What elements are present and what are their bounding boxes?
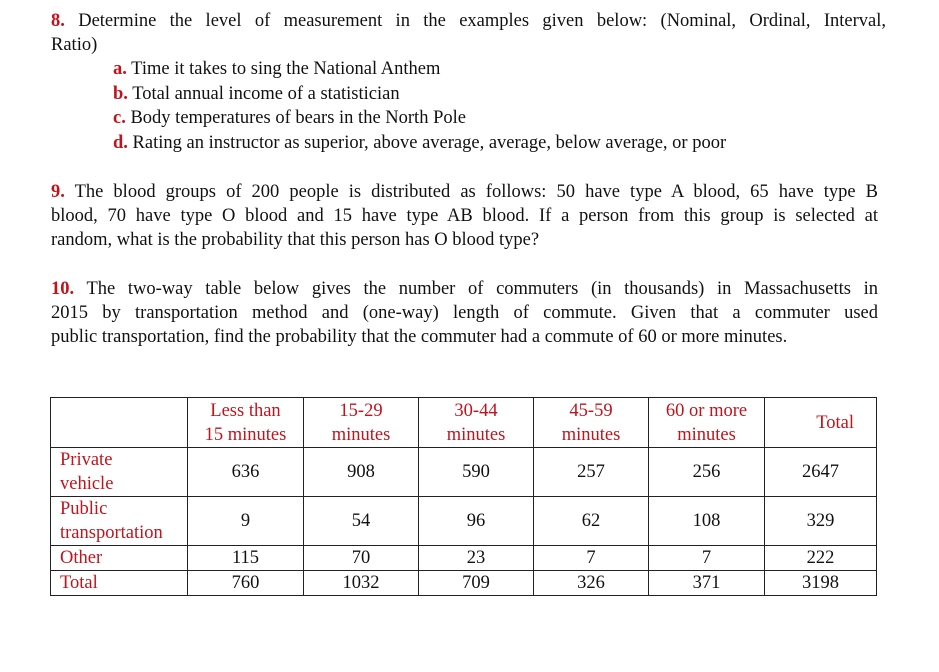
- question-8-line-1: [51, 9, 886, 33]
- table-cell: 9: [188, 497, 304, 546]
- table-cell: 54: [304, 497, 419, 546]
- question-9: [51, 180, 878, 252]
- header-cell: [304, 398, 419, 448]
- header-line-2: minutes: [446, 424, 506, 445]
- question-8-number: 8.: [51, 11, 65, 31]
- question-8-items: [113, 57, 883, 155]
- question-8-line-2: Ratio): [51, 35, 98, 55]
- header-line-2: 15 minutes: [204, 424, 287, 445]
- table-cell: 371: [649, 571, 765, 596]
- row-label-line-2: transportation: [60, 523, 163, 543]
- item-text: Total annual income of a statistician: [132, 83, 400, 104]
- item-letter: a.: [113, 59, 127, 79]
- item-text: Body temperatures of bears in the North Pole: [130, 108, 466, 128]
- question-8: [51, 9, 886, 57]
- question-8-item-a: [113, 57, 883, 82]
- table-cell: 636: [188, 448, 304, 497]
- table-cell: 70: [304, 546, 419, 571]
- table-cell-total: 2647: [765, 448, 877, 497]
- table-cell-total: 222: [765, 546, 877, 571]
- question-10-text: The two-way table below gives the number of commuters (in thousands) in Massachusetts in: [86, 279, 878, 299]
- header-cell: [188, 398, 304, 448]
- question-8-item-b: [113, 82, 883, 107]
- table-cell: 590: [419, 448, 534, 497]
- table-cell: 7: [649, 546, 765, 571]
- question-8-text: Determine the level of measurement in the examples given below: (Nominal, Ordinal, Interval,: [78, 11, 887, 31]
- table-cell: 7: [534, 546, 649, 571]
- header-line-2: Total: [816, 412, 854, 433]
- item-letter: d.: [113, 132, 128, 153]
- table-cell: 326: [534, 571, 649, 596]
- table-row: [51, 448, 877, 497]
- table-cell: 257: [534, 448, 649, 497]
- question-10-line-2: 2015 by transportation method and (one-way) length of commute. Given that a commuter used: [51, 303, 878, 323]
- table-cell: 1032: [304, 571, 419, 596]
- header-line-2: minutes: [677, 424, 736, 445]
- row-label: Other: [51, 546, 188, 571]
- question-10-line-1: [51, 277, 878, 301]
- header-line-2: minutes: [331, 424, 391, 445]
- table-cell: 256: [649, 448, 765, 497]
- table-row-total: [51, 571, 877, 596]
- header-cell: [419, 398, 534, 448]
- row-label-line-2: vehicle: [60, 474, 114, 494]
- question-9-text: The blood groups of 200 people is distributed as follows: 50 have type A blood, 65 have type B: [74, 182, 878, 202]
- table-row: [51, 546, 877, 571]
- table-cell: 709: [419, 571, 534, 596]
- table-header-row: [51, 398, 877, 448]
- item-text: Time it takes to sing the National Anthem: [131, 59, 441, 79]
- row-label-line-1: Private: [60, 450, 113, 470]
- question-8-item-c: [113, 106, 883, 131]
- table-cell: 23: [419, 546, 534, 571]
- header-cell-total: [765, 398, 877, 448]
- question-9-line-2: blood, 70 have type O blood and 15 have type AB blood. If a person from this group is selected at: [51, 206, 878, 226]
- question-9-line-1: [51, 180, 878, 204]
- header-line-1: 15-29: [339, 400, 383, 421]
- table-cell: 108: [649, 497, 765, 546]
- table-cell: 908: [304, 448, 419, 497]
- item-letter: b.: [113, 83, 128, 104]
- table-cell: 760: [188, 571, 304, 596]
- question-10-number: 10.: [51, 279, 75, 299]
- table-cell-total: 3198: [765, 571, 877, 596]
- table-cell: 62: [534, 497, 649, 546]
- table-row: [51, 497, 877, 546]
- question-9-number: 9.: [51, 182, 65, 202]
- row-label: Total: [51, 571, 188, 596]
- question-10-line-3: public transportation, find the probability that the commuter had a commute of 60 or more minutes.: [51, 327, 788, 347]
- row-label: [51, 448, 188, 497]
- header-cell: [534, 398, 649, 448]
- question-10: [51, 277, 878, 349]
- header-line-1: 30-44: [454, 400, 498, 421]
- header-line-1: 60 or more: [665, 400, 748, 421]
- commute-table: [50, 397, 877, 596]
- header-line-1: Less than: [210, 400, 281, 421]
- table-corner-cell: [51, 398, 188, 448]
- item-letter: c.: [113, 108, 126, 128]
- question-8-item-d: [113, 131, 883, 156]
- item-text: Rating an instructor as superior, above average, average, below average, or poor: [132, 132, 727, 153]
- row-label: [51, 497, 188, 546]
- header-line-1: 45-59: [569, 400, 613, 421]
- header-cell: [649, 398, 765, 448]
- table-cell: 115: [188, 546, 304, 571]
- question-9-line-3: random, what is the probability that this person has O blood type?: [51, 230, 540, 250]
- header-line-2: minutes: [561, 424, 621, 445]
- table-cell-total: 329: [765, 497, 877, 546]
- table-cell: 96: [419, 497, 534, 546]
- row-label-line-1: Public: [60, 499, 108, 519]
